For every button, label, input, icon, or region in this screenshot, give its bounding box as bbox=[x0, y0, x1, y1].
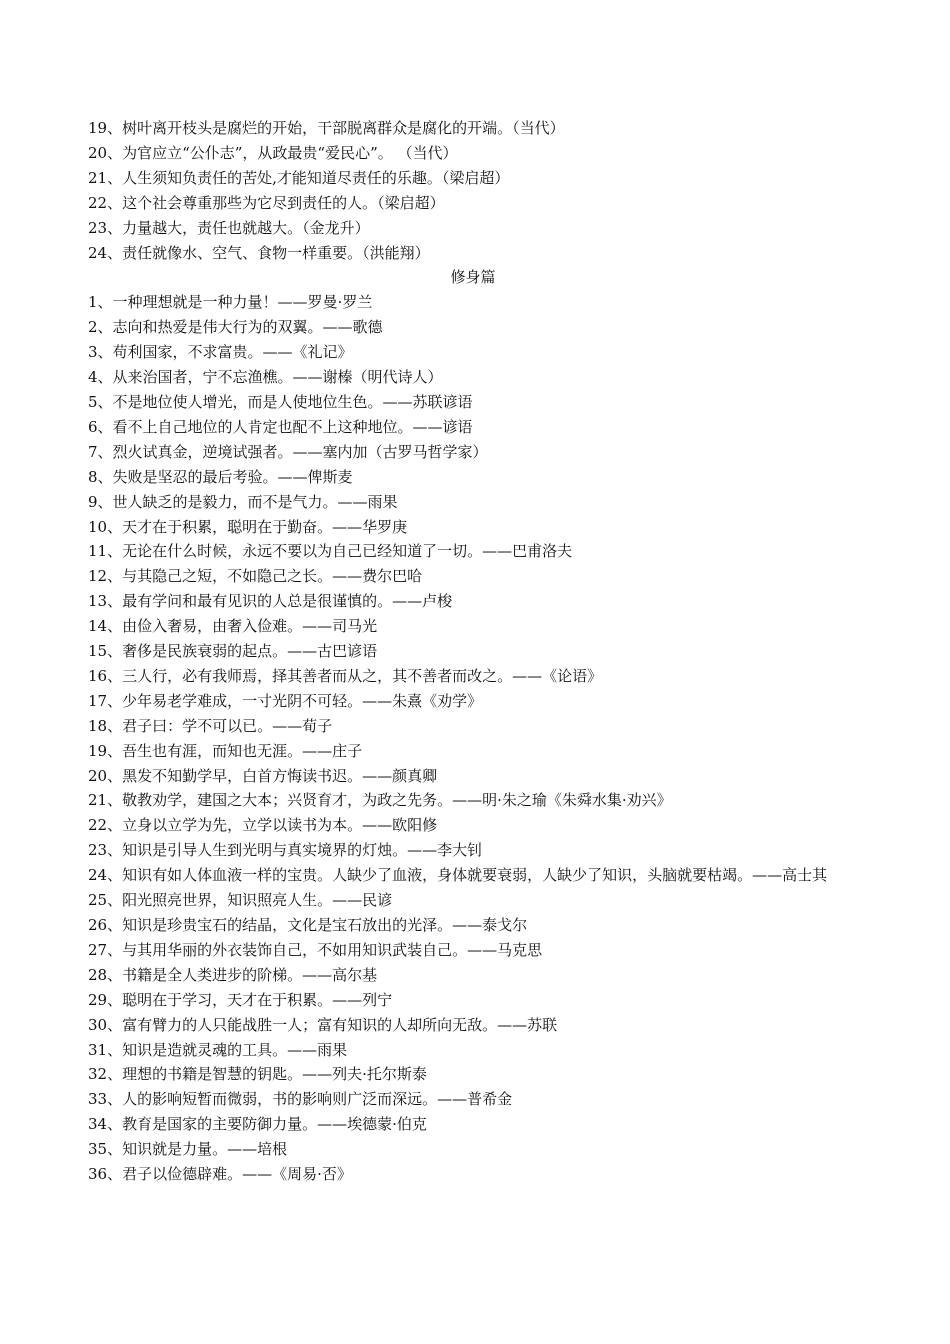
quote-item: 20、黑发不知勤学早，白首方悔读书迟。——颜真卿 bbox=[88, 766, 438, 785]
quote-item: 35、知识就是力量。——培根 bbox=[88, 1140, 288, 1159]
quote-item: 19、吾生也有涯，而知也无涯。——庄子 bbox=[88, 741, 363, 760]
quote-item: 24、知识有如人体血液一样的宝贵。人缺少了血液，身体就要衰弱，人缺少了知识，头脑就要枯竭。——高士其 bbox=[88, 866, 828, 885]
section-title: 修身篇 bbox=[450, 268, 496, 287]
quote-item: 6、看不上自己地位的人肯定也配不上这种地位。——谚语 bbox=[88, 417, 473, 436]
quote-item: 21、人生须知负责任的苦处,才能知道尽责任的乐趣。（梁启超） bbox=[88, 168, 510, 187]
quote-item: 30、富有臂力的人只能战胜一人；富有知识的人却所向无敌。——苏联 bbox=[88, 1015, 558, 1034]
quote-item: 9、世人缺乏的是毅力，而不是气力。——雨果 bbox=[88, 492, 398, 511]
quote-item: 32、理想的书籍是智慧的钥匙。——列夫·托尔斯泰 bbox=[88, 1065, 427, 1084]
document-page bbox=[88, 116, 858, 1187]
quote-item: 23、知识是引导人生到光明与真实境界的灯烛。——李大钊 bbox=[88, 841, 483, 860]
quote-item: 7、烈火试真金，逆境试强者。——塞内加（古罗马哲学家） bbox=[88, 442, 488, 461]
quote-item: 10、天才在于积累，聪明在于勤奋。——华罗庚 bbox=[88, 517, 408, 536]
quote-item: 31、知识是造就灵魂的工具。——雨果 bbox=[88, 1040, 348, 1059]
quote-item: 19、树叶离开枝头是腐烂的开始，干部脱离群众是腐化的开端。（当代） bbox=[88, 119, 565, 137]
quote-item: 24、责任就像水、空气、食物一样重要。（洪能翔） bbox=[88, 243, 430, 262]
quote-item: 15、奢侈是民族衰弱的起点。——古巴谚语 bbox=[88, 642, 378, 661]
quote-item: 33、人的影响短暂而微弱，书的影响则广泛而深远。——普希金 bbox=[88, 1090, 513, 1109]
quote-item: 20、为官应立“公仆志”，从政最贵“爱民心”。 （当代） bbox=[88, 143, 458, 162]
quote-item: 28、书籍是全人类进步的阶梯。——高尔基 bbox=[88, 965, 378, 984]
quote-item: 22、这个社会尊重那些为它尽到责任的人。（梁启超） bbox=[88, 193, 445, 212]
quote-item: 2、志向和热爱是伟大行为的双翼。——歌德 bbox=[88, 318, 383, 337]
quote-item: 1、一种理想就是一种力量！——罗曼·罗兰 bbox=[88, 293, 373, 312]
quote-item: 5、不是地位使人增光，而是人使地位生色。——苏联谚语 bbox=[88, 392, 473, 411]
quote-item: 22、立身以立学为先，立学以读书为本。——欧阳修 bbox=[88, 816, 438, 835]
quote-item: 18、君子曰：学不可以已。——荀子 bbox=[88, 716, 333, 735]
quote-item: 36、君子以俭德辟难。——《周易·否》 bbox=[88, 1165, 352, 1184]
quote-item: 4、从来治国者，宁不忘渔樵。——谢榛（明代诗人） bbox=[88, 368, 443, 387]
top-quote-list bbox=[88, 116, 858, 265]
quote-item: 25、阳光照亮世界，知识照亮人生。——民谚 bbox=[88, 891, 393, 910]
quote-item: 26、知识是珍贵宝石的结晶，文化是宝石放出的光泽。——泰戈尔 bbox=[88, 916, 528, 934]
quote-item: 11、无论在什么时候，永远不要以为自己已经知道了一切。——巴甫洛夫 bbox=[88, 542, 573, 561]
quote-item: 3、苟利国家，不求富贵。——《礼记》 bbox=[88, 343, 353, 362]
quote-item: 17、少年易老学难成，一寸光阴不可轻。——朱熹《劝学》 bbox=[88, 691, 483, 710]
quote-item: 12、与其隐己之短，不如隐己之长。——费尔巴哈 bbox=[88, 567, 423, 586]
quote-item: 27、与其用华丽的外衣装饰自己，不如用知识武装自己。——马克思 bbox=[88, 940, 543, 959]
quote-item: 34、教育是国家的主要防御力量。——埃德蒙·伯克 bbox=[88, 1115, 427, 1134]
section-quote-list bbox=[88, 290, 858, 1187]
quote-item: 16、三人行，必有我师焉，择其善者而从之，其不善者而改之。——《论语》 bbox=[88, 666, 603, 685]
quote-item: 23、力量越大，责任也就越大。（金龙升） bbox=[88, 218, 370, 237]
quote-item: 21、敬教劝学，建国之大本；兴贤育才，为政之先务。——明·朱之瑜《朱舜水集·劝兴》 bbox=[88, 791, 672, 810]
quote-item: 8、失败是坚忍的最后考验。——俾斯麦 bbox=[88, 467, 353, 486]
quote-item: 29、聪明在于学习，天才在于积累。——列宁 bbox=[88, 990, 393, 1009]
quote-item: 14、由俭入奢易，由奢入俭难。——司马光 bbox=[88, 617, 378, 636]
quote-item: 13、最有学问和最有见识的人总是很谨慎的。——卢梭 bbox=[88, 592, 453, 611]
